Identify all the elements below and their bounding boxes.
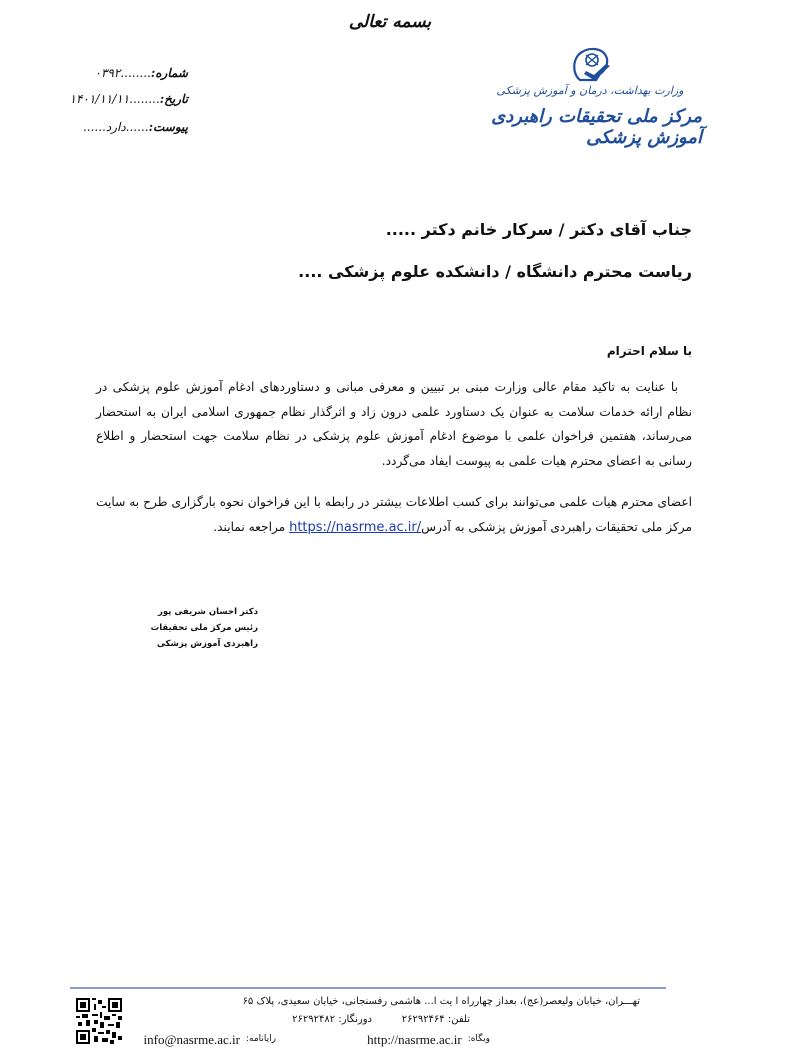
- letter-date: [48, 92, 188, 106]
- phone-label: تلفن:: [447, 1014, 470, 1025]
- signature-block: [140, 604, 258, 652]
- email-label: رایانامه:: [245, 1034, 276, 1044]
- paragraph-2-closing: مراجعه نمایند.: [213, 519, 290, 534]
- footer-phone: [402, 1014, 470, 1025]
- letter-attachment-value: ......دارد......: [82, 120, 149, 134]
- website-link[interactable]: https://nasrme.ac.ir/: [289, 519, 422, 535]
- body-paragraph-2: [96, 490, 692, 540]
- ministry-name: وزارت بهداشت، درمان و آموزش پزشکی: [496, 84, 684, 97]
- phone-value: ۲۶۲۹۲۴۶۴: [401, 1014, 445, 1025]
- signatory-title-line-2: راهبردی آموزش پزشکی: [156, 639, 258, 649]
- fax-label: دورنگار:: [338, 1014, 372, 1025]
- qr-code-icon: [76, 998, 122, 1044]
- paragraph-2-text: اعضای محترم هیات علمی می‌توانند برای کسب اطلاعات بیشتر در رابطه با این فراخوان نحوه بارگزاری طرح به سایت مرکز ملی تحقیقات راهبردی آموزش پزشکی به آدرس: [96, 495, 692, 534]
- center-name: مرکز ملی تحقیقات راهبردی آموزش پزشکی: [491, 106, 702, 148]
- letter-attachment: [48, 120, 188, 134]
- footer-fax: [292, 1014, 372, 1025]
- website-label: وبگاه:: [467, 1034, 490, 1044]
- letter-number-value: ........۰۳۹۲: [94, 66, 151, 80]
- letter-attachment-label: پیوست:: [148, 120, 188, 134]
- letter-date-value: ........۱۴۰۱/۱۱/۱۱: [69, 92, 160, 106]
- footer-website: [367, 1032, 490, 1048]
- letter-date-label: تاریخ:: [159, 92, 188, 106]
- email-address[interactable]: info@nasrme.ac.ir: [143, 1032, 240, 1047]
- bismillah-heading: بسمه تعالی: [348, 12, 432, 32]
- letter-number-label: شماره:: [150, 66, 188, 80]
- recipient: ریاست محترم دانشگاه / دانشکده علوم پزشکی ....: [298, 262, 692, 281]
- greeting: با سلام احترام: [606, 344, 692, 358]
- letter-number: [48, 66, 188, 80]
- fax-value: ۲۶۲۹۲۴۸۲: [292, 1014, 336, 1025]
- signatory-title-line-1: رئیس مرکز ملی تحقیقات: [150, 623, 258, 633]
- footer-divider: [70, 987, 666, 989]
- signatory-name: دکتر احسان شریفی پور: [157, 607, 258, 617]
- footer-email: [144, 1032, 276, 1048]
- book-head-emblem-icon: [566, 44, 616, 84]
- footer-address: تهـــران، خیابان ولیعصر(عج)، بعداز چهارراه ا یت ا... هاشمی رفسنجانی، خیابان سعیدی، پلاک ۶۵: [242, 996, 640, 1007]
- body-paragraph-1: با عنایت به تاکید مقام عالی وزارت مبنی بر تبیین و معرفی مبانی و دستاوردهای ادغام آموزش علوم پزشکی در نظام ارائه خدمات سلامت به عنوان یک دستاورد علمی درون زاد و اثرگذار نظام جمهوری اسلامی ایران به استحضار می‌رساند، هفتمین فراخوان علمی با موضوع ادغام آموزش علوم پزشکی در نظام سلامت جهت استحضار و اطلاع رسانی به اعضای محترم هیات علمی به پیوست ایفاد می‌گردد.: [96, 380, 692, 468]
- salutation: جناب آقای دکتر / سرکار خانم دکتر .....: [385, 220, 692, 239]
- website-url[interactable]: http://nasrme.ac.ir: [367, 1032, 462, 1047]
